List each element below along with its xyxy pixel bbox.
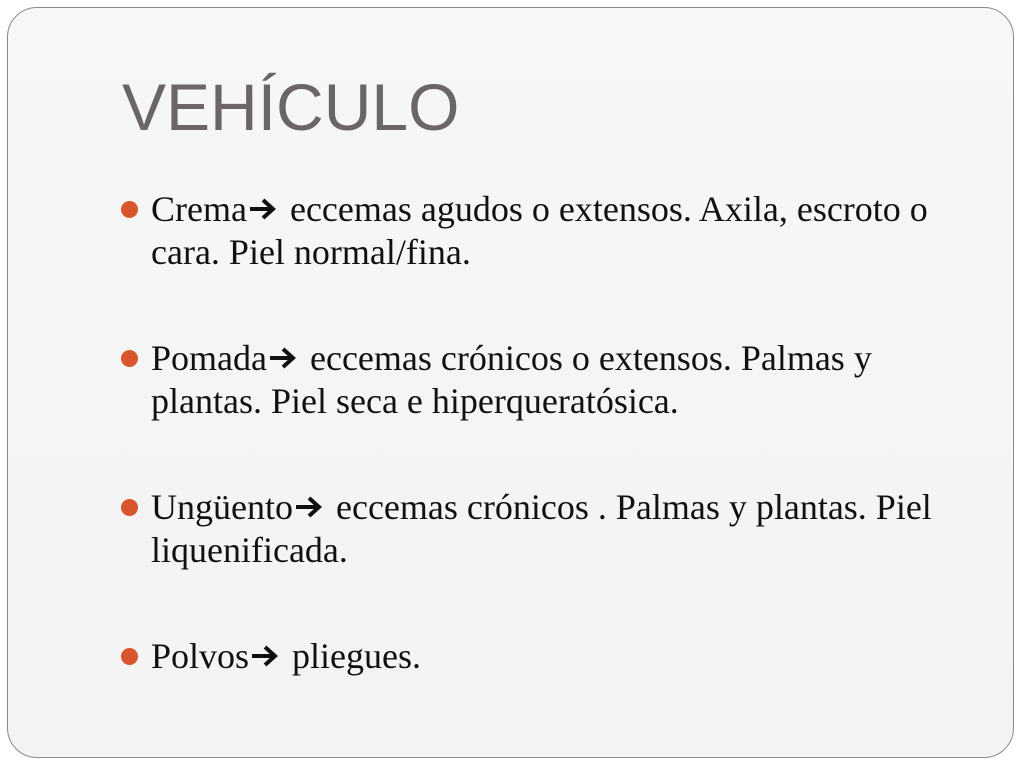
bullet-item <box>120 486 980 572</box>
right-arrow-icon <box>248 197 278 221</box>
bullet-dot-icon <box>121 648 138 665</box>
bullet-term: Pomada <box>151 338 267 378</box>
bullet-text: pliegues. <box>283 636 422 676</box>
bullet-term: Ungüento <box>151 487 293 527</box>
right-arrow-icon <box>294 495 324 519</box>
bullet-term: Polvos <box>151 636 250 676</box>
bullet-item <box>120 337 980 423</box>
slide-frame <box>7 7 1014 758</box>
bullet-item <box>120 635 980 678</box>
bullet-dot-icon <box>121 499 138 516</box>
right-arrow-icon <box>250 644 280 668</box>
bullet-term: Crema <box>151 189 247 229</box>
right-arrow-icon <box>268 346 298 370</box>
bullet-text: eccemas agudos o extensos. Axila, escroto o cara. Piel normal/fina. <box>151 189 928 272</box>
bullet-list <box>120 188 980 678</box>
bullet-dot-icon <box>121 350 138 367</box>
bullet-item <box>120 188 980 274</box>
bullet-text: eccemas crónicos . Palmas y plantas. Piel liquenificada. <box>151 487 932 570</box>
bullet-dot-icon <box>121 201 138 218</box>
bullet-text: eccemas crónicos o extensos. Palmas y plantas. Piel seca e hiperqueratósica. <box>151 338 872 421</box>
slide-title: VEHÍCULO <box>122 70 460 144</box>
